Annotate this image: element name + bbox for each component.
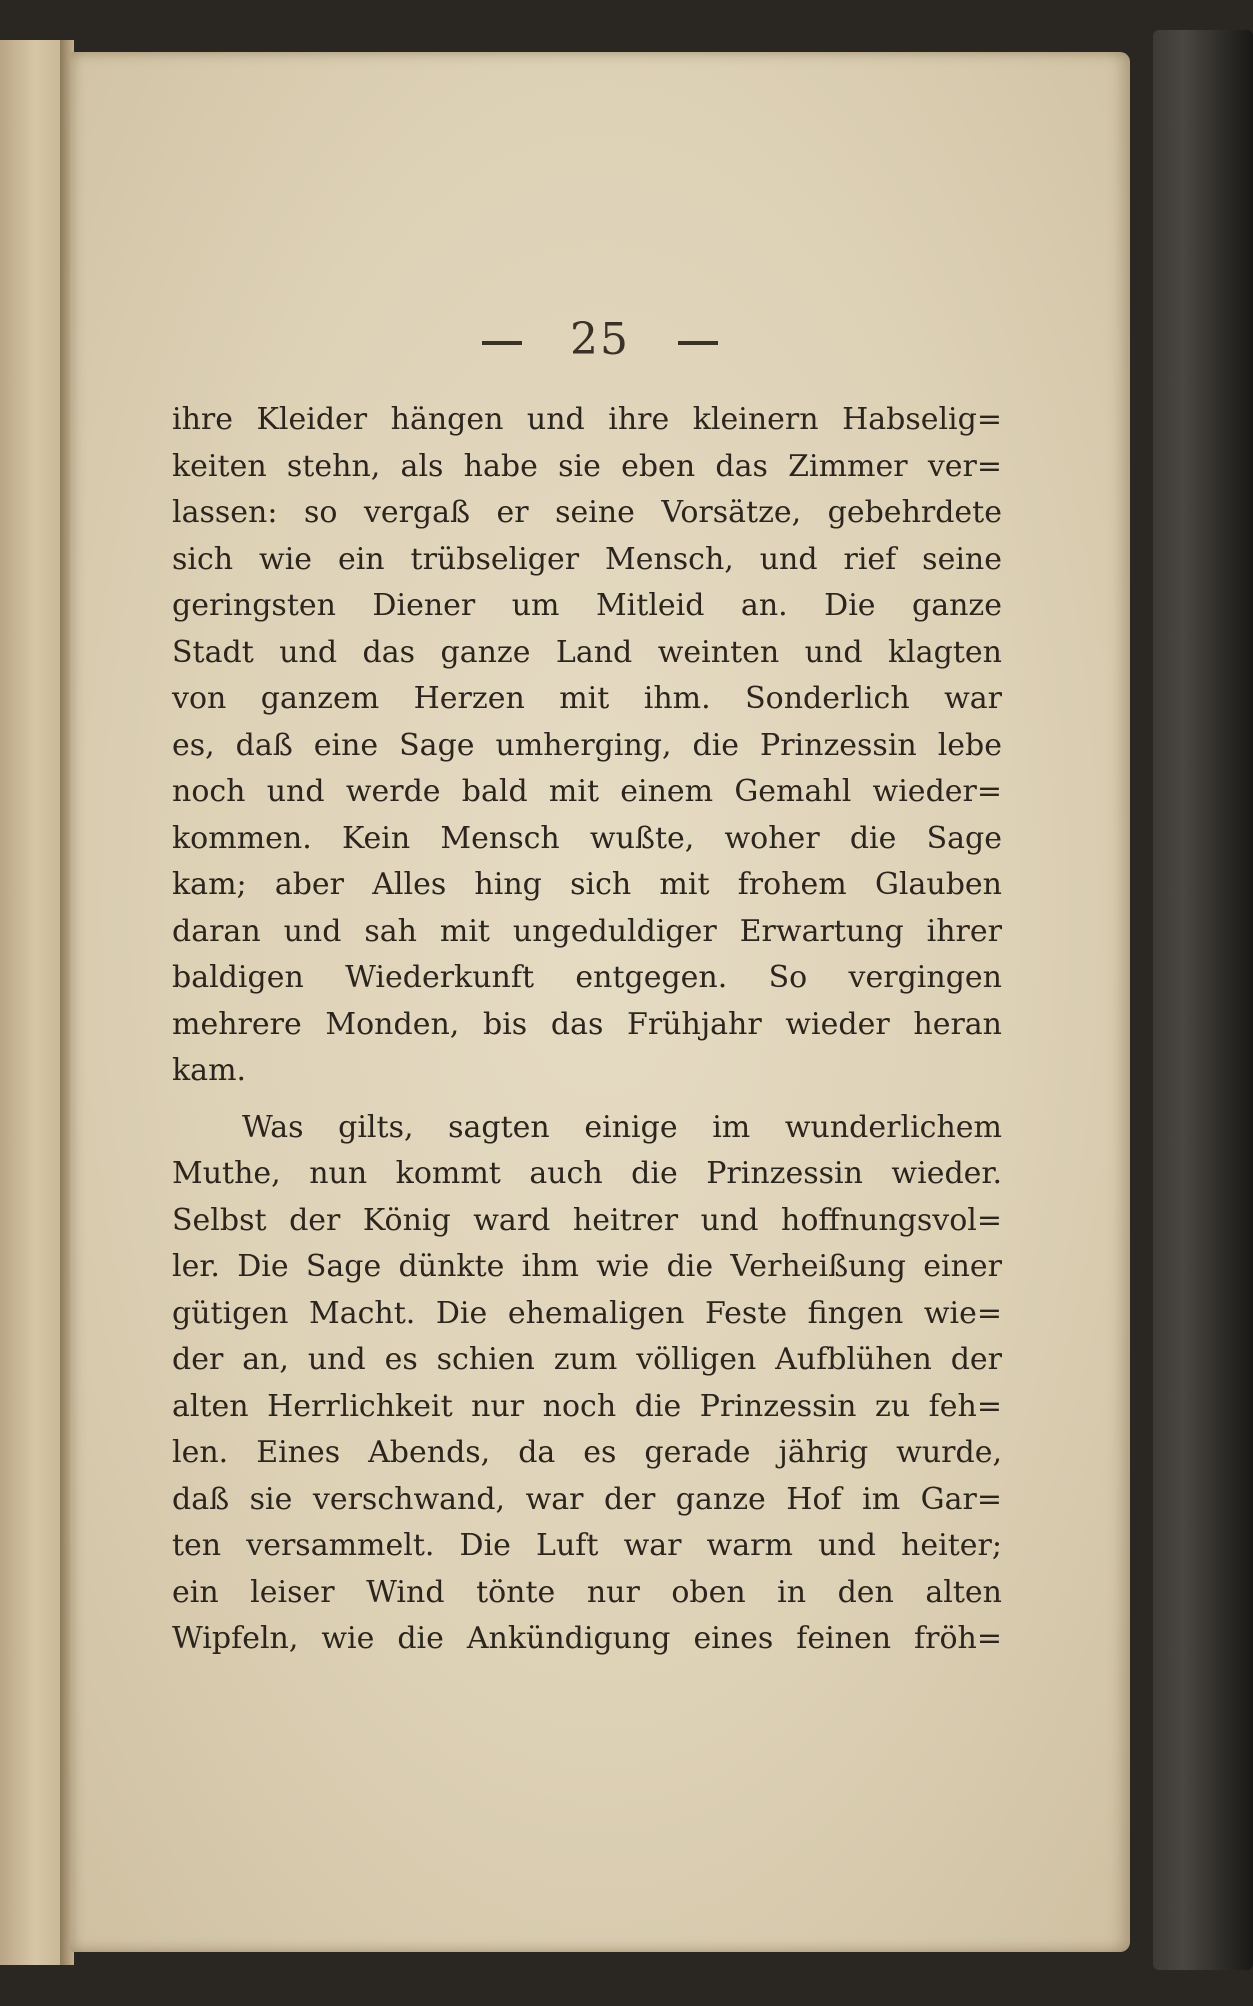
- text-line: ler. Die Sage dünkte ihm wie die Verheißung einer: [172, 1249, 1002, 1284]
- page-number: 25: [570, 314, 630, 365]
- text-line: kam; aber Alles hing sich mit frohem Glauben: [172, 867, 1002, 902]
- page-header: [70, 314, 1130, 365]
- text-line: ten versammelt. Die Luft war warm und heiter;: [172, 1528, 1002, 1563]
- text-line: noch und werde bald mit einem Gemahl wieder=: [172, 774, 1002, 809]
- text-line: daran und sah mit ungeduldiger Erwartung ihrer: [172, 913, 1002, 949]
- text-line: ein leiser Wind tönte nur oben in den alten: [172, 1574, 1002, 1610]
- text-line: der an, und es schien zum völligen Aufblühen der: [172, 1342, 1002, 1377]
- text-line: Stadt und das ganze Land weinten und klagten: [172, 634, 1002, 670]
- text-line: baldigen Wiederkunft entgegen. So vergingen: [172, 960, 1002, 995]
- text-line: Was gilts, sagten einige im wunderlichem: [242, 1109, 1002, 1145]
- text-line: Muthe, nun kommt auch die Prinzessin wieder.: [172, 1156, 1002, 1191]
- header-dash-right: [678, 341, 718, 345]
- text-line: gütigen Macht. Die ehemaligen Feste fingen wie=: [172, 1295, 1002, 1331]
- text-line: ihre Kleider hängen und ihre kleinern Habselig=: [172, 402, 1002, 437]
- text-line: keiten stehn, als habe sie eben das Zimmer ver=: [172, 448, 1002, 484]
- text-line: geringsten Diener um Mitleid an. Die ganze: [172, 588, 1002, 623]
- text-line: daß sie verschwand, war der ganze Hof im Gar=: [172, 1481, 1002, 1517]
- body-text: [172, 397, 1002, 1663]
- book-cover-edge: [1153, 30, 1253, 1970]
- text-line: Wipfeln, wie die Ankündigung eines feinen fröh=: [172, 1621, 1002, 1656]
- text-line: von ganzem Herzen mit ihm. Sonderlich war: [172, 681, 1002, 716]
- text-line: kommen. Kein Mensch wußte, woher die Sage: [172, 820, 1002, 856]
- previous-page-edge: [0, 40, 66, 1965]
- text-line: alten Herrlichkeit nur noch die Prinzessin zu feh=: [172, 1388, 1002, 1424]
- text-line: mehrere Monden, bis das Frühjahr wieder heran: [172, 1006, 1002, 1042]
- paragraph-gap: [172, 1095, 1002, 1105]
- book-page: [70, 52, 1130, 1952]
- text-line: len. Eines Abends, da es gerade jährig wurde,: [172, 1435, 1002, 1470]
- text-line: Selbst der König ward heitrer und hoffnungsvol=: [172, 1202, 1002, 1238]
- text-line: lassen: so vergaß er seine Vorsätze, gebehrdete: [172, 495, 1002, 530]
- text-line: es, daß eine Sage umherging, die Prinzessin lebe: [172, 727, 1002, 763]
- text-line: sich wie ein trübseliger Mensch, und rief seine: [172, 541, 1002, 577]
- header-dash-left: [482, 341, 522, 345]
- paragraph-1: [172, 397, 1002, 1095]
- paragraph-2: [172, 1105, 1002, 1663]
- text-line: kam.: [172, 1053, 247, 1088]
